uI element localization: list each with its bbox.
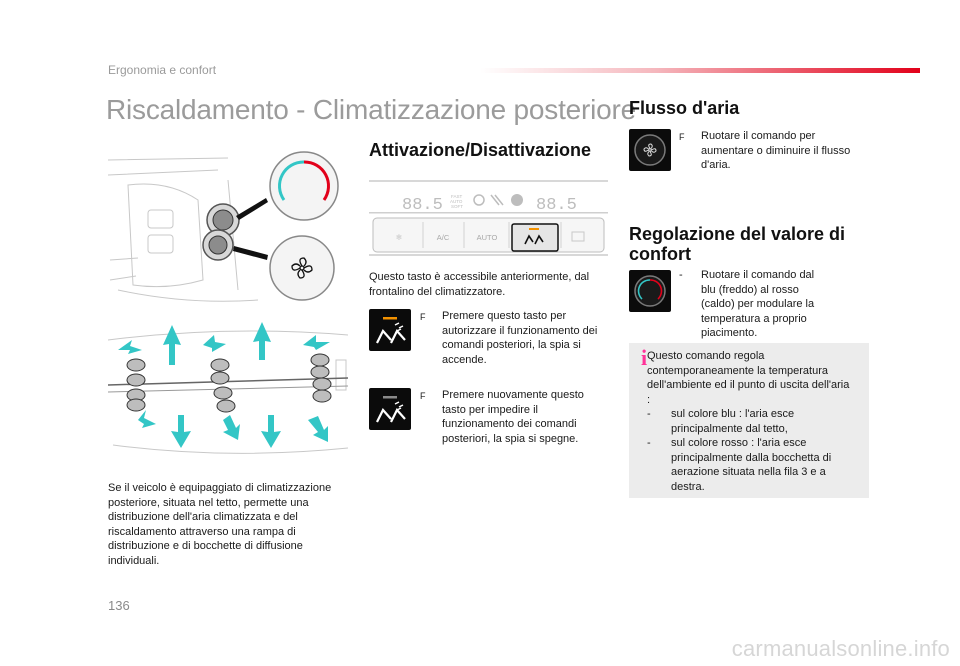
airflow-knob-small: [203, 230, 233, 260]
temperature-knob-thumbnail: [629, 270, 671, 312]
button-location-text: Questo tasto è accessibile anteriormente, dal frontalino del climatizzatore.: [369, 271, 590, 298]
roof-vents-illustration: [108, 320, 348, 470]
page-title: Riscaldamento - Climatizzazione posteriore: [106, 94, 637, 125]
step-enable: [420, 309, 605, 367]
display-left: 88.5: [402, 196, 443, 215]
airflow-instruction: [679, 129, 859, 173]
fan-knob-thumbnail: [629, 129, 671, 171]
grey-led-icon: [383, 396, 397, 399]
info-item-blue: [647, 407, 852, 436]
airflow-arrows: [118, 322, 330, 448]
svg-text:AUTO: AUTO: [450, 199, 463, 204]
comfort-heading: [629, 224, 845, 264]
display-right: 88.5: [536, 196, 577, 215]
info-item-red: [647, 436, 852, 494]
step-disable-text: Premere nuovamente questo tasto per impedire il funzionamento dei comandi posteriori, la spia si spegne.: [442, 389, 584, 445]
step-disable: [420, 388, 585, 446]
rear-control-illustration: [108, 140, 348, 310]
front-climate-panel: [369, 178, 608, 258]
comfort-instruction-text: Ruotare il comando dal blu (freddo) al rosso (caldo) per modulare la temperatura a proprio piacimento.: [701, 269, 815, 339]
svg-text:SOFT: SOFT: [451, 204, 463, 209]
rear-button-off-thumbnail: [369, 388, 411, 430]
watermark: carmanualsonline.info: [731, 636, 950, 661]
step-enable-text: Premere questo tasto per autorizzare il funzionamento dei comandi posteriori, la spia si accende.: [442, 310, 598, 366]
info-intro: Questo comando regola contemporaneamente la temperatura dell'ambiente ed il punto di uscita dell'aria :: [647, 350, 850, 406]
info-item-text: sul colore blu : l'aria esce principalmente dal tetto,: [671, 408, 795, 435]
rear-ac-description: Se il veicolo è equipaggiato di climatizzazione posteriore, situata nel tetto, permette una distribuzione dell'aria climatizzata e del riscaldamento attraverso una rampa di distribuzione e di bocchette di diffusione individuali.: [108, 482, 332, 567]
comfort-instruction: [679, 268, 829, 341]
info-item-text: sul colore rosso : l'aria esce principalmente dalla bocchetta di aerazione situata nella fila 3 e a destra.: [671, 437, 832, 493]
section-header: Ergonomia e confort: [108, 63, 217, 77]
dash-mark: -: [647, 437, 651, 449]
activation-heading: Attivazione/Disattivazione: [369, 140, 592, 160]
info-box: [629, 343, 869, 498]
dash-mark: -: [679, 269, 683, 281]
ac-button-label: A/C: [436, 233, 450, 242]
temperature-dial-zoom: [270, 152, 338, 220]
bullet-icon: F: [679, 132, 685, 142]
info-content: [647, 349, 852, 494]
svg-text:FAST: FAST: [451, 194, 463, 199]
bullet-icon: F: [420, 312, 426, 322]
comfort-heading-line2: confort: [629, 244, 691, 264]
vent-group-center: [211, 359, 235, 412]
info-icon: i: [641, 345, 648, 370]
airflow-heading: Flusso d'aria: [629, 98, 740, 118]
dash-mark: -: [647, 408, 651, 420]
rear-button-on-thumbnail: [369, 309, 411, 351]
header-accent-line: [480, 68, 920, 73]
fan-dial-zoom: [270, 236, 334, 300]
bullet-icon: F: [420, 391, 426, 401]
orange-led-icon: [383, 317, 397, 320]
auto-button-label: AUTO: [476, 233, 498, 242]
airflow-instruction-text: Ruotare il comando per aumentare o diminuire il flusso d'aria.: [701, 130, 851, 171]
svg-text:❄: ❄: [395, 233, 403, 242]
page-number: 136: [108, 598, 130, 613]
comfort-heading-line1: Regolazione del valore di: [629, 224, 846, 244]
